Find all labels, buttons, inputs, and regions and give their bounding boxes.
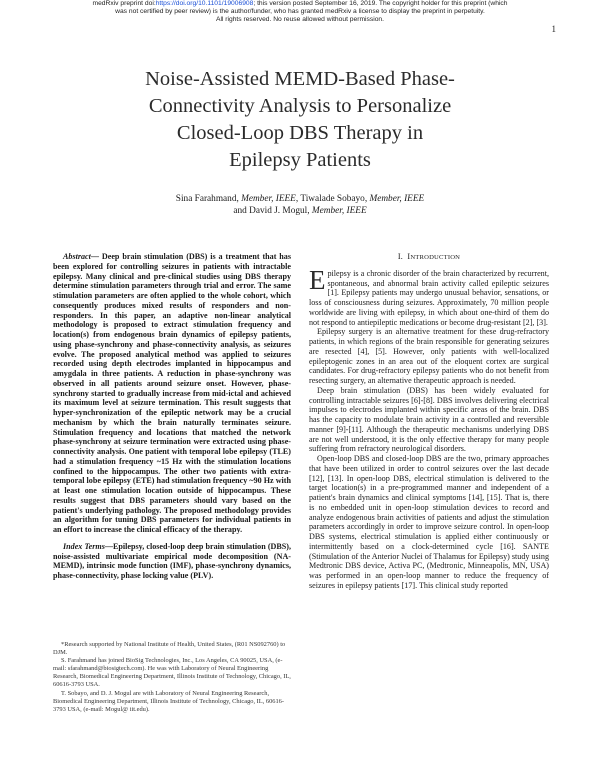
intro-paragraph-2: Epilepsy surgery is an alternative treatment for these drug-refractory patients, in which regions of the brain responsible for generating seizures are resected [4], [5]. However, only patients with well-localized epileptogenic zones in an area out of the eloquent cortex are surgical candidates. For drug-refractory epilepsy patients who do not benefit from resecting surgery, an alternative therapeutic approach is needed. [309,327,549,385]
author-role: Member, IEEE [241,194,296,204]
footnote-farahmand: S. Farahmand has joined BioSig Technologies, Inc., Los Angeles, CA 90025, USA, (e-mail: sfarahmand@biosigtech.com). He was with Laboratory of Neural Engineering Research, Biomedical Engineering Department, Illinois Institute of Technology, Chicago, IL, 60616-3793 USA. [53,657,291,689]
preprint-header [30,0,570,24]
section-heading-initial: I [407,252,411,261]
doi-link[interactable]: https://doi.org/10.1101/19006908 [155,0,254,7]
author-mogul: and David J. Mogul, [233,206,312,216]
author-line-1 [100,193,500,205]
author-farahmand: Sina Farahmand, [175,194,242,204]
footnotes [53,641,291,714]
page-number: 1 [551,24,556,34]
index-terms-text: —Epilepsy, closed-loop deep brain stimulation (DBS), noise-assisted multivariate empirical mode decomposition (NA-MEMD), intrinsic mode function (IMF), phase-synchrony dynamics, phase-connectivity, phase locking value (PLV). [53,541,291,580]
title-line-1: Noise-Assisted MEMD-Based Phase- [145,68,455,90]
intro-paragraph-4: Open-loop DBS and closed-loop DBS are the two, primary approaches that have been utilized in order to control seizures over the last decade [12], [13]. In open-loop DBS, electrical stimulation is delivered to the target location(s) in a pre-programmed manner and independent of a patient's brain dynamics and clinical symptoms [14], [15]. That is, there is no embedded unit in open-loop stimulation devices to record and analyze endogenous brain activities of patients and adjust the stimulation parameters accordingly in order to improve seizure control. In open-loop DBS systems, electrical stimulation is applied either continuously or intermittently based on a clock-determined cycle [16]. SANTE (Stimulation of the Anterior Nuclei of Thalamus for Epilepsy) study using Medtronic DBS device, Activa PC, (Medtronic, Minneapolis, MN, USA) was performed in an open-loop manner to reduce the frequency of seizures in epilepsy patients [17]. This clinical study reported [309,454,549,590]
intro-paragraph-3: Deep brain stimulation (DBS) has been widely evaluated for controlling intractable seizures [6]-[8]. DBS involves delivering electrical impulses to electrodes implanted within specific areas of the brain. DBS has the capacity to modulate brain activity in a controlled and reversible manner [9]-[11]. Although the therapeutic mechanisms underlying DBS are not well understood, it is the only effective therapy for many people suffering from refractory neurological disorders. [309,385,549,454]
abstract [53,252,291,535]
author-sobayo: , Tiwalade Sobayo, [295,194,370,204]
footnote-funding: *Research supported by National Institute of Health, United States, (R01 NS092760) to DJM. [53,641,286,657]
title-line-2: Connectivity Analysis to Personalize [148,95,452,117]
header-doi-prefix: medRxiv preprint doi: [92,0,156,7]
intro-paragraph-1-text: pilepsy is a chronic disorder of the brain characterized by recurrent, spontaneous, and abnormal brain activity called epileptic seizures [1]. Epilepsy patients may undergo unusual behavior, sensations, or loss of consciousness during seizures. Approximately, 70 million people worldwide are living with epilepsy, in which about one-third of them do not respond to antiepileptic medications or become drug-resistant [2], [3]. [309,268,549,327]
abstract-text: — Deep brain stimulation (DBS) is a treatment that has been explored for controlling seizures in patients with intractable epilepsy. Many clinical and pre-clinical studies using DBS therapy determine stimulation parameters through trial and error. The same stimulation parameters are often applied to the whole cohort, which consequently produces mixed results of responders and non-responders. In this paper, an adaptive non-linear analytical methodology is proposed to extract stimulation frequency and location(s) from endogenous brain dynamics of epilepsy patients, using phase-synchrony and phase-connectivity analysis, as seizures evolve. The proposed analytical method was applied to seizures recorded using depth electrodes implanted in hippocampus and amygdala in three patients. A reduction in phase-synchrony was observed in all patients around seizure onset. However, phase-synchrony started to gradually increase from mid-ictal and achieved its maximum level at seizure termination. This result suggests that hyper-synchronization of the epileptic network may be a crucial mechanism by which the brain naturally terminates seizure. Stimulation frequency and locations that matched the network phase-synchrony at seizure termination were extracted using phase-connectivity analysis. One patient with temporal lobe epilepsy (TLE) had a stimulation frequency ~15 Hz with the stimulation locations confined to the hippocampus. The other two patients with extra-temporal lobe epilepsy (ETE) had stimulation frequency ~90 Hz with at least one stimulation location outside of hippocampus. These results suggest that DBS parameters should vary based on the patient's underlying pathology. The proposed methodology provides an algorithm for tuning DBS parameters for individual patients in an effort to increase the clinical efficacy of the therapy. [53,252,291,534]
author-line-2 [100,205,500,217]
author-role: Member, IEEE [369,194,425,204]
author-role: Member, IEEE [311,206,367,216]
index-terms [53,542,291,581]
header-line1-suffix: ; this version posted September 16, 2019. The copyright holder for this preprint (which [253,0,508,7]
footnote-sobayo-mogul: T. Sobayo, and D. J. Mogul are with Laboratory of Neural Engineering Research, Biomedical Engineering Department, Illinois Institute of Technology, Chicago, IL, 60616-3793 USA, (e-mail: Mogul@ iit.edu). [53,689,284,713]
preprint-header-line1 [30,0,570,8]
section-heading-rest: NTRODUCTION [410,254,461,261]
paper-title [60,66,540,174]
drop-cap: E [309,264,326,295]
right-column [309,252,549,591]
title-line-3: Closed-Loop DBS Therapy in [176,122,424,144]
index-terms-label: Index Terms [63,541,105,551]
section-heading-introduction [309,252,549,263]
author-list [100,193,500,217]
abstract-label: Abstract [63,252,91,261]
preprint-header-line3: All rights reserved. No reuse allowed without permission. [215,16,384,23]
title-line-4: Epilepsy Patients [229,149,371,171]
section-numeral: I. [397,252,403,261]
intro-paragraph-1 [309,264,549,328]
preprint-header-line2: was not certified by peer review) is the author/funder, who has granted medRxiv a license to display the preprint in perpetuity. [115,8,485,15]
left-column [53,252,291,581]
